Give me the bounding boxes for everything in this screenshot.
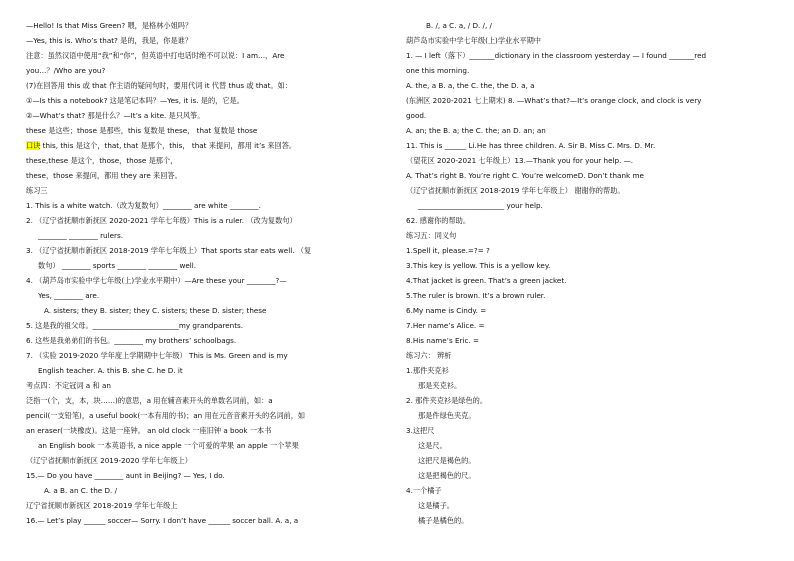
line-text: 注意：虽然汉语中使用“我”和“你”，但英语中打电话时绝不可以说：I am…，Are — [26, 51, 285, 60]
left-text-line — [26, 483, 391, 498]
right-text-line — [406, 423, 774, 438]
line-text: Yes, ________ are. — [38, 291, 100, 300]
right-text-line — [406, 318, 774, 333]
right-text-line — [406, 303, 774, 318]
right-text-line — [406, 408, 774, 423]
line-text: 练习三 — [26, 186, 48, 195]
left-text-line — [26, 63, 391, 78]
left-text-line — [26, 258, 391, 273]
line-text: A. That’s right B. You’re right C. You’re welcomeD. Don’t thank me — [406, 171, 644, 180]
right-text-line — [406, 63, 774, 78]
line-text: 1. This is a white watch.（改为复数句）________ are white ________. — [26, 201, 261, 210]
line-text: 4.一个橘子 — [406, 486, 442, 495]
line-text: 1.Spell it, please.=?= ? — [406, 246, 490, 255]
right-text-line — [406, 213, 774, 228]
line-text: pencil(一支铅笔)，a useful book(一本有用的书)；an 用在元音音素开头的名词前，如 — [26, 411, 306, 420]
left-text-line — [26, 213, 391, 228]
line-text: this, this 是这个，that, that 是那个，this， that 来提问，都用 it’s 来回答。 — [40, 141, 297, 150]
left-text-line — [26, 18, 391, 33]
right-text-line — [406, 33, 774, 48]
right-text-line — [406, 93, 774, 108]
line-text: an eraser(一块橡皮)。这是一座钟。 an old clock 一座旧钟 a book 一本书 — [26, 426, 272, 435]
right-column — [406, 18, 774, 528]
right-text-line — [406, 273, 774, 288]
right-text-line — [406, 108, 774, 123]
left-text-line — [26, 378, 391, 393]
line-text: 辽宁省抚顺市新抚区 2018-2019 学年七年级上 — [26, 501, 178, 510]
line-text: 1.那件夹克衫 — [406, 366, 449, 375]
right-text-line — [406, 453, 774, 468]
line-text: 2. （辽宁省抚顺市新抚区 2020-2021 学年七年级）This is a ruler. （改为复数句） — [26, 216, 297, 225]
left-text-line — [26, 228, 391, 243]
line-text: English teacher. A. this B. she C. he D. it — [38, 366, 183, 375]
right-text-line — [406, 363, 774, 378]
right-text-line — [406, 393, 774, 408]
left-text-line — [26, 78, 391, 93]
left-text-line — [26, 513, 391, 528]
left-text-line — [26, 393, 391, 408]
line-text: —Hello! Is that Miss Green? 喂，是格林小姐吗？ — [26, 21, 193, 30]
line-text: 练习六： 辨析 — [406, 351, 452, 360]
line-text: good. — [406, 111, 427, 120]
line-text: 6. 这些是我弟弟们的书包。________ my brothers’ schoolbags. — [26, 336, 237, 345]
line-text: 5. 这是我的祖父母。________________________my grandparents. — [26, 321, 244, 330]
right-text-line — [406, 168, 774, 183]
line-text: these，those 来提问，都用 they are 来回答。 — [26, 171, 182, 180]
line-text: ________ ________ rulers. — [38, 231, 123, 240]
left-column — [26, 18, 391, 528]
line-text: 练习五：同义句 — [406, 231, 457, 240]
line-text: ________________________ your help. — [418, 201, 543, 210]
left-text-line — [26, 423, 391, 438]
left-text-line — [26, 168, 391, 183]
line-text: 15.— Do you have ________ aunt in Beijing? — Yes, I do. — [26, 471, 225, 480]
left-text-line — [26, 138, 391, 153]
line-text: B. /, a C. a, / D. /, / — [426, 21, 492, 30]
line-text: 62. 感谢你的帮助。 — [406, 216, 471, 225]
left-text-line — [26, 333, 391, 348]
line-text: 2. 那件夹克衫是绿色的。 — [406, 396, 488, 405]
line-text: A. the, a B. a, the C. the, the D. a, a — [406, 81, 535, 90]
left-text-line — [26, 183, 391, 198]
right-text-line — [406, 78, 774, 93]
line-text: ②—What’s that? 那是什么？—It’s a kite. 是只风筝。 — [26, 111, 205, 120]
right-text-line — [406, 198, 774, 213]
right-text-line — [406, 483, 774, 498]
line-text: ①—Is this a notebook? 这是笔记本吗？—Yes, it is. 是的，它是。 — [26, 96, 244, 105]
right-text-line — [406, 243, 774, 258]
left-text-line — [26, 273, 391, 288]
line-text: 3.This key is yellow. This is a yellow key. — [406, 261, 551, 270]
line-text: (7)在回答用 this 或 that 作主语的疑问句时，要用代词 it 代替 thus 或 that。如： — [26, 81, 293, 90]
line-text: you…？/Who are you? — [26, 66, 106, 75]
line-text: （辽宁省抚顺市新抚区 2018-2019 学年七年级上） 谢谢你的帮助。 — [406, 186, 625, 195]
line-text: 考点四：不定冠词 a 和 an — [26, 381, 111, 390]
right-text-line — [406, 48, 774, 63]
right-text-line — [406, 288, 774, 303]
line-text: these,these 是这个，those，those 是那个， — [26, 156, 178, 165]
right-text-line — [406, 498, 774, 513]
line-text: 橘子是橘色的。 — [418, 516, 469, 525]
line-text: 5.The ruler is brown. It’s a brown ruler. — [406, 291, 546, 300]
left-text-line — [26, 408, 391, 423]
left-text-line — [26, 288, 391, 303]
line-text: 数句） ________ sports ________ ________ well. — [38, 261, 197, 270]
line-text: 8.His name’s Eric. = — [406, 336, 480, 345]
line-text: one this morning. — [406, 66, 470, 75]
line-text: 这是尺。 — [418, 441, 447, 450]
line-text: 那是夹克衫。 — [418, 381, 462, 390]
left-text-line — [26, 243, 391, 258]
left-text-line — [26, 33, 391, 48]
left-text-line — [26, 498, 391, 513]
right-text-line — [406, 378, 774, 393]
left-text-line — [26, 153, 391, 168]
left-text-line — [26, 438, 391, 453]
line-text: 3.这把尺 — [406, 426, 435, 435]
line-text: 那是件绿色夹克。 — [418, 411, 476, 420]
right-text-line — [406, 438, 774, 453]
line-text: 葫芦岛市实验中学七年级(上)学业水平期中 — [406, 36, 541, 45]
line-text: 这把尺是褐色的。 — [418, 456, 476, 465]
right-text-line — [406, 123, 774, 138]
left-text-line — [26, 453, 391, 468]
line-text: 4. （葫芦岛市实验中学七年级(上)学业水平期中）—Are these your ________?— — [26, 276, 287, 285]
line-text: A. sisters; they B. sister; they C. sisters; these D. sister; these — [44, 306, 267, 315]
line-text: 11. This is ______ Li.He has three children. A. Sir B. Miss C. Mrs. D. Mr. — [406, 141, 656, 150]
line-text: 16.— Let’s play ______ soccer— Sorry. I don’t have ______ soccer ball. A. a, a — [26, 516, 299, 525]
line-text: these 是这些；those 是那些，this 复数是 these， that 复数是 those — [26, 126, 258, 135]
line-text: 这是把褐色的尺。 — [418, 471, 476, 480]
left-text-line — [26, 108, 391, 123]
left-text-line — [26, 303, 391, 318]
left-text-line — [26, 348, 391, 363]
right-text-line — [406, 348, 774, 363]
line-text: —Yes, this is. Who’s that? 是的，我是，你是谁？ — [26, 36, 193, 45]
right-text-line — [406, 153, 774, 168]
right-text-line — [406, 258, 774, 273]
line-text: (东洲区 2020-2021 七上期末) 8. —What’s that?—It’s orange clock, and clock is very — [406, 96, 702, 105]
left-text-line — [26, 93, 391, 108]
line-text: an English book 一本英语书, a nice apple 一个可爱的苹果 an apple 一个苹果 — [38, 441, 299, 450]
right-text-line — [406, 513, 774, 528]
right-text-line — [406, 138, 774, 153]
left-text-line — [26, 363, 391, 378]
left-text-line — [26, 48, 391, 63]
line-text: A. an; the B. a; the C. the; an D. an; an — [406, 126, 546, 135]
line-text: 7.Her name’s Alice. = — [406, 321, 485, 330]
line-text: （辽宁省抚顺市新抚区 2019-2020 学年七年级上） — [26, 456, 192, 465]
line-text: 泛指一(个，支，本，块……)的意思，a 用在辅音素开头的单数名词前，如：a — [26, 396, 273, 405]
line-text: A. a B. an C. the D. / — [44, 486, 117, 495]
right-text-line — [406, 183, 774, 198]
line-text: 6.My name is Cindy. = — [406, 306, 487, 315]
left-text-line — [26, 318, 391, 333]
left-text-line — [26, 468, 391, 483]
left-text-line — [26, 198, 391, 213]
highlight-mnemonic-label: 口诀 — [26, 141, 41, 150]
line-text: 7. （实验 2019-2020 学年度上学期期中七年级） This is Ms. Green and is my — [26, 351, 288, 360]
line-text: 3. （辽宁省抚顺市新抚区 2018-2019 学年七年级上）That sports star eats well. （复 — [26, 246, 312, 255]
right-text-line — [406, 228, 774, 243]
right-text-line — [406, 333, 774, 348]
right-text-line — [406, 468, 774, 483]
line-text: 4.That jacket is green. That’s a green jacket. — [406, 276, 567, 285]
line-text: 1. — I left（落下）_______dictionary in the classroom yesterday — I found _______red — [406, 51, 707, 60]
line-text: （望花区 2020-2021 七年级上）13.—Thank you for your help. —. — [406, 156, 634, 165]
right-text-line — [406, 18, 774, 33]
left-text-line — [26, 123, 391, 138]
line-text: 这是橘子。 — [418, 501, 454, 510]
